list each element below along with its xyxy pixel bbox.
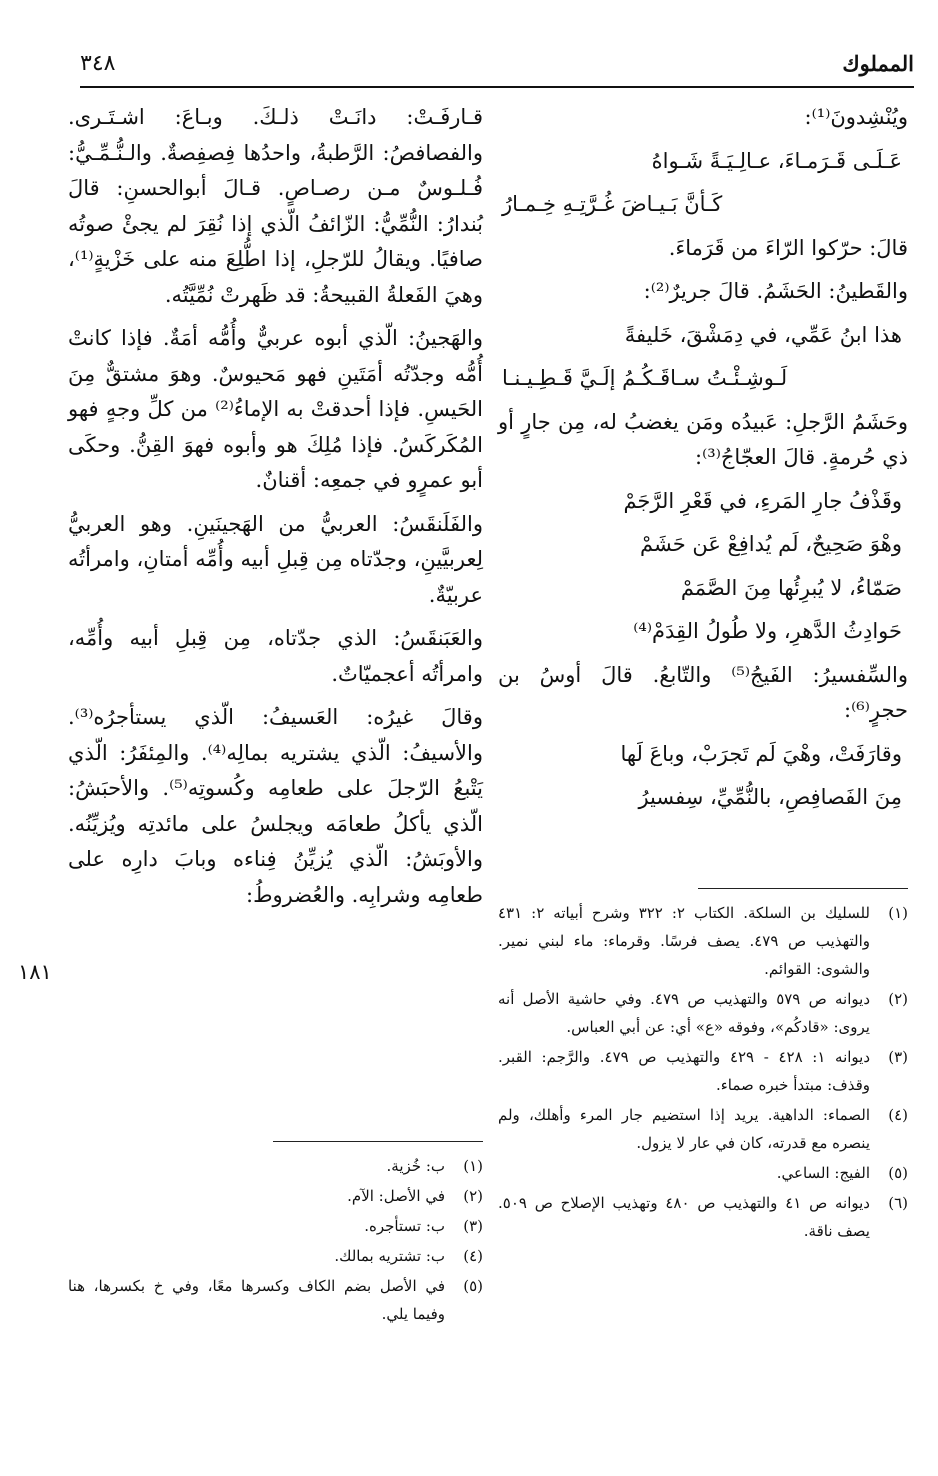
footnote — [68, 1242, 483, 1270]
footnote-text: في الأصل بضم الكاف وكسرها معًا، وفي خ بكسرها، هنا وفيما يلي. — [68, 1277, 445, 1323]
footnote-number: (٢) — [463, 1187, 483, 1205]
margin-number: ١٨١ — [18, 960, 52, 984]
footnote-number: (٥) — [888, 1164, 908, 1182]
footnote-number: (٤) — [463, 1247, 483, 1265]
footnote-rule — [273, 1141, 483, 1142]
footnote — [498, 1043, 908, 1099]
left-column — [68, 100, 483, 921]
page-number: ٣٤٨ — [80, 50, 116, 76]
running-title: المملوك — [842, 50, 914, 76]
page-header — [80, 40, 914, 88]
footnote-number: (٣) — [888, 1048, 908, 1066]
footnote-rule — [698, 888, 908, 889]
footnote — [68, 1152, 483, 1180]
paragraph: والسِّفسيرُ: الفَيجُ⁽⁵⁾ والتّابعُ. قالَ أوسُ بن حجرٍ⁽⁶⁾: — [498, 662, 909, 722]
paragraph: قالَ: حرّكوا الرّاءَ من قَرَماءَ. — [668, 235, 908, 260]
footnote-number: (٢) — [888, 990, 908, 1008]
paragraph: والهَجينُ: الّذي أبوه عربيٌّ وأُمُّه أمَةٌ. فإذا كانتْ أُمُّه وجدّتُه أمَتَينِ فهو مَحيوسٌ. وهوَ مشتقٌّ مِنَ الحَيسِ. فإذا أحدقتْ به الإماءُ⁽²⁾ من كلِّ وجهٍ فهو المُكَركَسُ. فإذا مُلِكَ هو وأبوه فهوَ القِنُّ. وحكَى أبو عمرٍو في جمعِه: أقنانٌ. — [68, 326, 483, 492]
verse-2-line-1: هذا ابنُ عَمِّي، في دِمَشْقَ، خَليفةً — [624, 322, 902, 347]
footnote — [498, 899, 908, 983]
footnote-text: ب: خُزية. — [386, 1157, 445, 1175]
footnote-number: (٣) — [463, 1217, 483, 1235]
right-column — [498, 100, 908, 824]
footnote — [68, 1212, 483, 1240]
footnote-text: ديوانه ص ٤١ والتهذيب ص ٤٨٠ وتهذيب الإصلاح ص ٥٠٩. يصف ناقة. — [498, 1194, 870, 1240]
footnote-text: الصماء: الداهية. يريد إذا استضيم جار المرء وأهلك، ولم ينصره مع قدرته، كان في عار لا يزول. — [498, 1106, 870, 1152]
footnote-number: (٦) — [888, 1194, 908, 1212]
paragraph: والفَلَنقَسُ: العربيُّ من الهَجينَينِ. وهو العربيُّ لِعربيَّينِ، وجدّتاه مِن قِبلِ أبيه وأُمِّه أمتانِ، وامرأتُه عربيّةٌ. — [68, 511, 483, 607]
verse-3-line-1: وقَذْفُ جارِ المَرءِ، في قَعْرِ الرَّجَمْ — [623, 488, 902, 513]
verse-4-line-1: وقارَفَتْ، وهْيَ لَم تَجرَبْ، وباعَ لَها — [620, 741, 902, 766]
footnote-text: ديوانه ص ٥٧٩ والتهذيب ص ٤٧٩. وفي حاشية الأصل أنه يروى: «قادكُم»، وفوقه «ع» أي: عن أبي العباس. — [498, 990, 870, 1036]
verse-1-line-1: عَـلَـى قَـرَمـاءَ، عـالِـيَـةً شَـواهُ — [651, 148, 902, 173]
footnote-text: ديوانه ١: ٤٢٨ - ٤٢٩ والتهذيب ص ٤٧٩. والرَّجم: القبر. وقذف: مبتدأ خبره صماء. — [498, 1048, 871, 1094]
footnote — [498, 1159, 908, 1187]
footnote-number: (٥) — [463, 1277, 483, 1295]
right-footnotes — [498, 872, 908, 1247]
footnote-text: للسليك بن السلكة. الكتاب ٢: ٣٢٢ وشرح أبياته ٢: ٤٣١ والتهذيب ص ٤٧٩. يصف فرسًا. وقرماء: ماء لبني نمير. والشوى: القوائم. — [498, 904, 871, 978]
footnote — [498, 1189, 908, 1245]
verse-3-line-2: وهْوَ صَحِيحٌ، لَم يُدافِعْ عَن حَشَمْ — [640, 532, 902, 556]
verse-4-line-2: مِنَ الفَصافِصِ، بالنُّمِّيِّ، سِفسيرُ — [638, 785, 902, 809]
footnote-number: (٤) — [888, 1106, 908, 1124]
paragraph: قـارفَـتْ: دانَـتْ ذلـكَ. وبـاعَ: اشـتَـرى. والفصافصُ: الرَّطبةُ، واحدُها فِصفِصةٌ. والـنُّـمِّـيُّ: فُـلـوسٌ مـن رصـاصٍ. قـالَ أبوالحسنِ: قالَ بُندارُ: النُّمِّيُّ: الزّائفُ الّذي إذا نُقِرَ لم يجئْ صوتُه صافيًا. ويقالُ للرّجلِ، إذا اطُّلِعَ منه على خَزْيةٍ⁽¹⁾، وهيَ الفَعلةُ القبيحةُ: قد ظَهرتْ نُمِّيَّتُه. — [68, 105, 483, 307]
footnote-text: ب: تشتريه بمالك. — [334, 1247, 445, 1265]
footnote — [498, 985, 908, 1041]
intro-text: ويُنْشِدونَ⁽¹⁾: — [804, 105, 908, 129]
paragraph: والقَطينُ: الحَشَمُ. قالَ جريرٌ⁽²⁾: — [643, 279, 908, 303]
footnote-text: الفيج: الساعي. — [776, 1164, 870, 1182]
verse-2-line-2: لَـوشِـئْـتُ سـاقَـكُـمُ إلَـيَّ قَـطِـيـنـا — [502, 366, 788, 390]
footnote — [68, 1272, 483, 1328]
footnote-text: ب: تستأجره. — [364, 1217, 445, 1235]
footnote — [68, 1182, 483, 1210]
paragraph: وحَشَمُ الرَّجلِ: عَبيدُه ومَن يغضبُ له، مِن جارٍ أو ذي حُرمةٍ. قالَ العجّاجُ⁽³⁾: — [498, 409, 908, 469]
footnote-number: (١) — [463, 1157, 483, 1175]
verse-3-line-4: حَوادِثُ الدَّهرِ، ولا طُولُ القِدَمْ⁽⁴⁾ — [633, 619, 902, 643]
verse-1-line-2: كَـأنَّ بَـيـاضَ غُـرَّتِـهِ خِـمـارُ — [502, 192, 723, 216]
verse-3-line-3: صَمّاءُ، لا يُبرِئُها مِنَ الصَّمَمْ — [680, 575, 902, 600]
paragraph: وقالَ غيرُه: العَسيفُ: الّذي يستأجرُه⁽³⁾. والأسيفُ: الّذي يشتريه بمالِه⁽⁴⁾. والمِئفَرُ: الّذي يَتْبعُ الرّجلَ على طعامِه وكُسوتِه⁽⁵⁾. والأحبَشُ: الّذي يأكلُ طعامَه ويجلسُ على مائدتِه ويُزيِّنُه. والأوبَشُ: الّذي يُزيِّنُ فِناءه وبابَ دارِه على طعامِه وشرابِه. والعُضروطُ: — [68, 705, 483, 907]
footnote-text: في الأصل: الآم. — [347, 1187, 445, 1205]
footnote-number: (١) — [888, 904, 908, 922]
left-footnotes — [68, 1125, 483, 1330]
footnote — [498, 1101, 908, 1157]
paragraph: والعَبَنقَسُ: الذي جدّتاه، مِن قِبلِ أبيه وأُمِّه، وامرأتُه أعجميّاتٌ. — [68, 626, 483, 686]
